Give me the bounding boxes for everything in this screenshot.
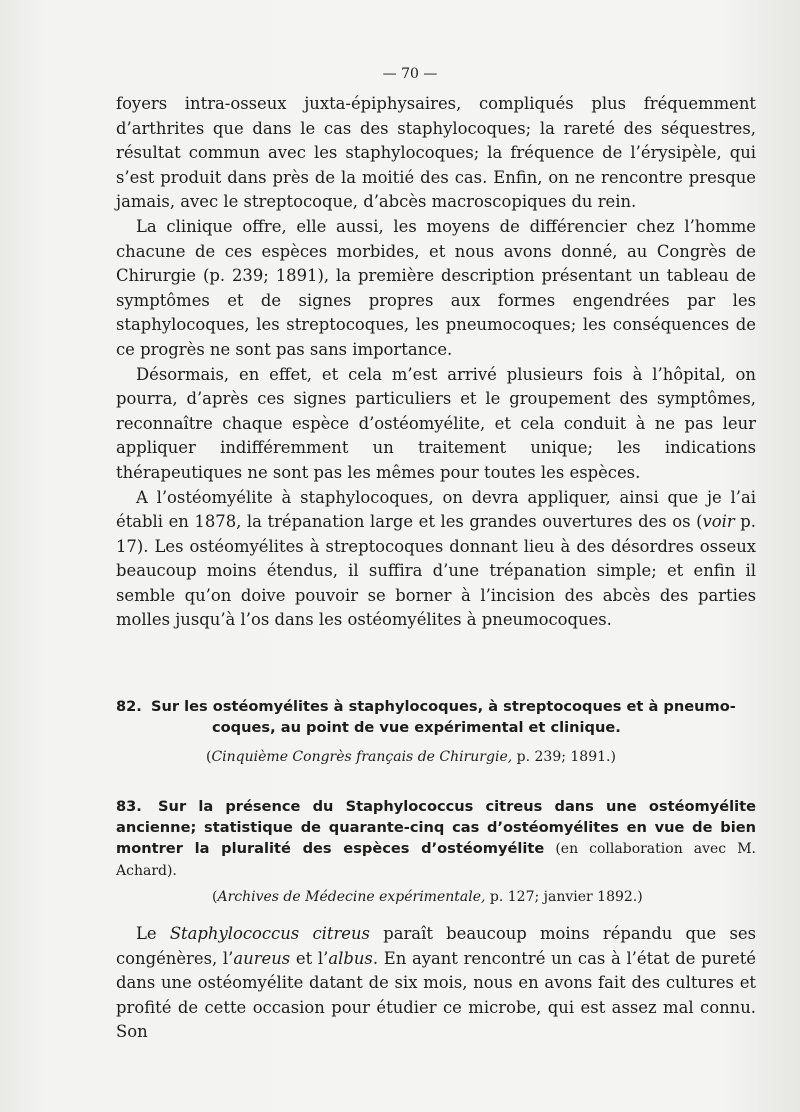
text: et l’ [290,948,329,968]
entry-number: 82. [116,698,142,715]
paragraph: Désormais, en effet, et cela m’est arrivé plusieurs fois à l’hôpital, on pourra, d’après ces signes particuliers et le groupement des symptômes, reconnaître chaque espèce d’ostéomyélite, et cela conduit à ne pas leur appliquer indifféremment un traitement unique; les indications thérapeutiques ne sont pas les mêmes pour toutes les espèces. [116,364,756,482]
source-details: p. 127; janvier 1892.) [485,889,643,905]
paragraph: foyers intra-osseux juxta-épiphysaires, compliqués plus fréquemment d’arthrites que dans le cas des staphylocoques; la rareté des séquestres, résultat commun avec les staphylocoques; la fréquence de l’érysipèle, qui s’est produit dans près de la moitié des cas. Enfin, on ne rencontre presque jamais, avec le streptocoque, d’abcès macroscopiques du rein. [116,94,756,212]
source-journal: Cinquième Congrès français de Chirurgie, [211,749,513,765]
source-open: ( [206,749,212,765]
bibliography-entry-83 [116,796,756,882]
entry-title: Sur la présence du Staphylococcus citreus dans une ostéomyélite ancienne; statistique de quarante-cinq cas d’ostéomyélites en vue de bien montrer la pluralité des espèces d’ostéomyélite [116,798,756,857]
italic-text: albus [328,948,373,968]
page-number: — 70 — [382,66,438,82]
entry-title: Sur les ostéomyélites à staphylocoques, à streptocoques et à pneumo- [150,698,736,715]
bibliography-entry-82 [116,696,756,738]
paragraph: La clinique offre, elle aussi, les moyens de différencier chez l’homme chacune de ces espèces morbides, et nous avons donné, au Congrès de Chirurgie (p. 239; 1891), la première description présentant un tableau de symptômes et de signes propres aux formes engendrées par les staphylocoques, les streptocoques, les pneumocoques; les conséquences de ce progrès ne sont pas sans importance. [116,216,756,359]
text: . En ayant rencontré un cas à l’état de pureté dans une ostéomyélite datant de six mois, nous en avons fait des cultures et profité de cette occasion pour étudier ce microbe, qui est assez mal connu. Son [116,948,756,1042]
italic-text: Staphylococcus citreus [169,924,370,943]
entry-collaboration: (en collaboration avec M. Achard). [116,841,756,879]
paragraph [116,922,756,1045]
entry-title-continued: coques, au point de vue expérimental et clinique. [212,719,621,736]
body-text [116,92,756,633]
closing-text [116,922,756,1045]
text: Le [136,924,170,943]
paragraph [116,486,756,634]
paragraph-italic: voir [702,512,735,532]
text: paraît beaucoup moins répandu que ses congénères, l’ [116,924,757,968]
source-journal: Archives de Médecine expérimentale, [217,889,486,905]
entry-source-83 [212,888,643,906]
paragraph-text: p. 17). Les ostéomyélites à streptocoques donnant lieu à des désordres osseux beaucoup moins étendus, il suffira d’une trépanation simple; et enfin il semble qu’on doive pouvoir se borner à l’incision des abcès des parties molles jusqu’à l’os dans les ostéomyélites à pneumocoques. [116,512,756,630]
entry-number: 83. [116,798,142,815]
italic-text: aureus [233,948,291,968]
paragraph-text: A l’ostéomyélite à staphylocoques, on devra appliquer, ainsi que je l’ai établi en 1878, la trépanation large et les grandes ouvertures des os ( [116,487,756,532]
entry-source-82 [206,748,616,766]
source-details: p. 239; 1891.) [512,749,616,765]
source-open: ( [212,889,218,905]
